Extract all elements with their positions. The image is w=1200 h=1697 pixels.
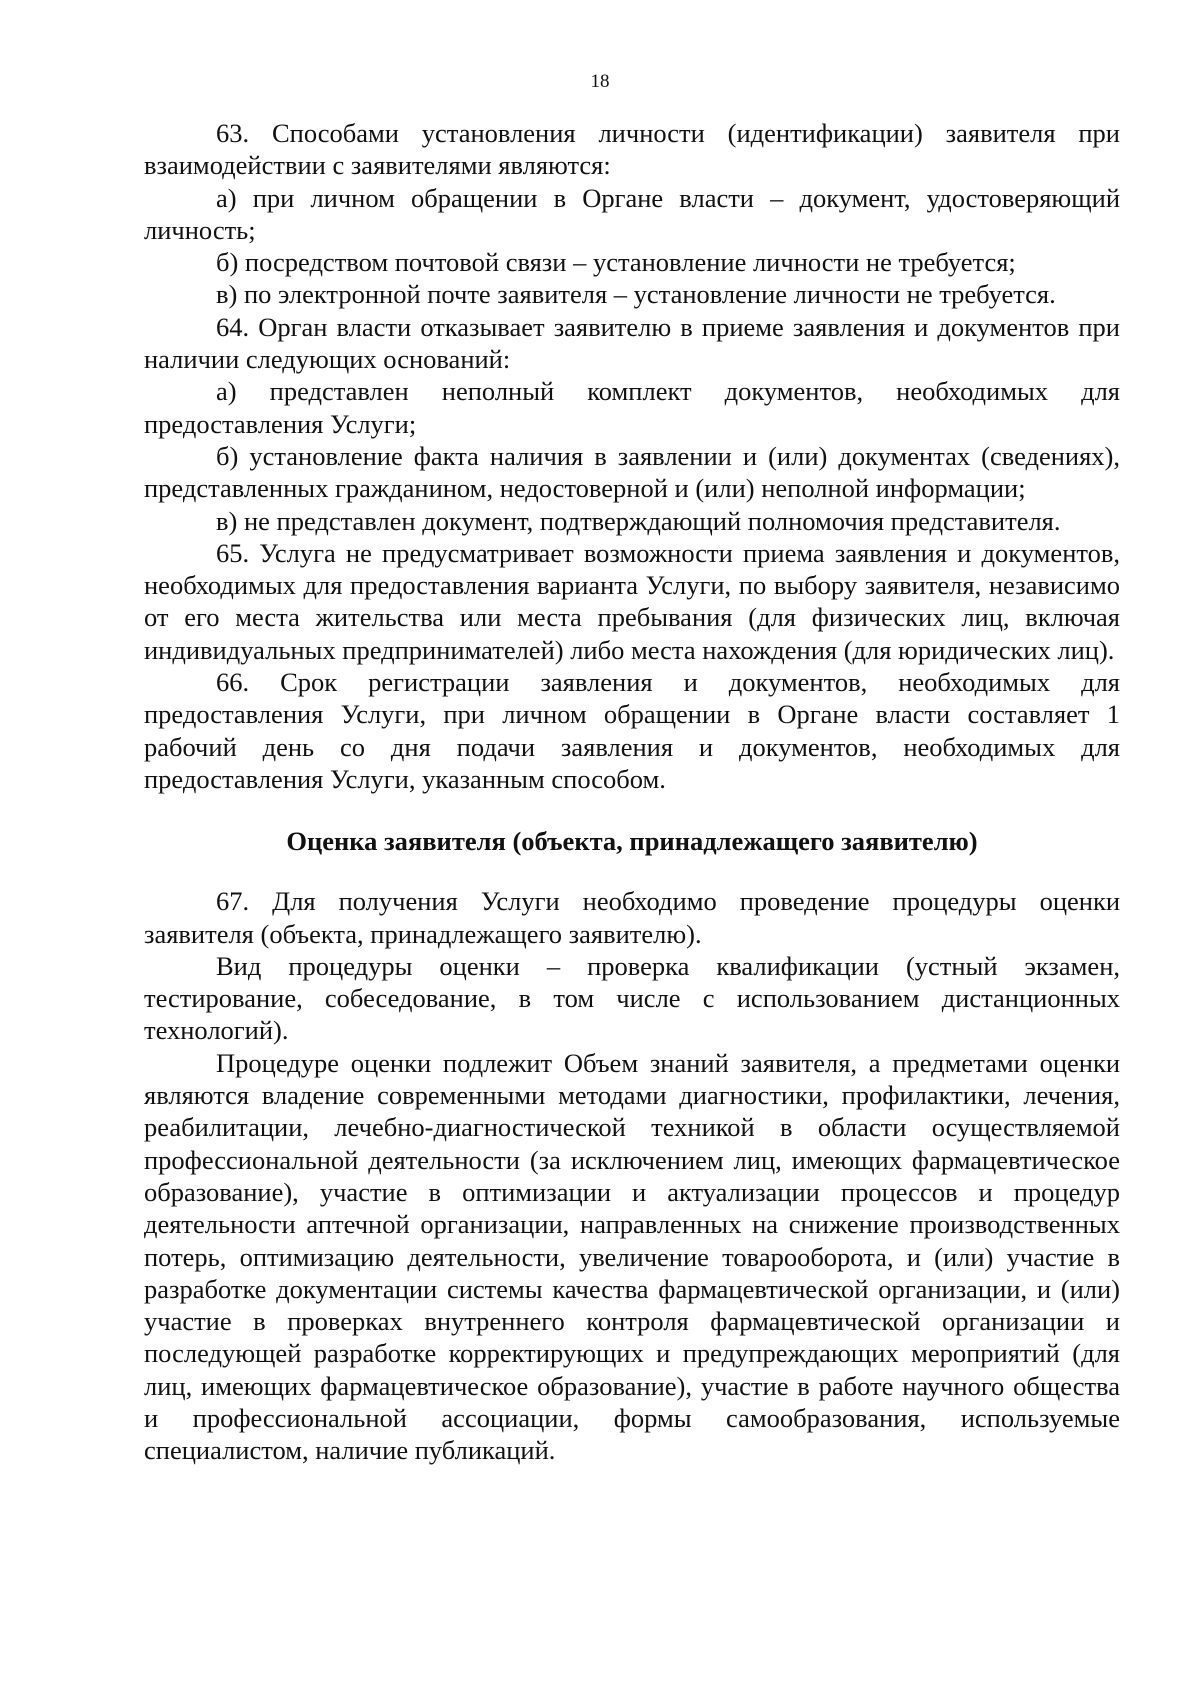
paragraph-63-b: б) посредством почтовой связи – установление личности не требуется;: [216, 247, 1016, 278]
paragraph-63-v: в) по электронной почте заявителя – установление личности не требуется.: [216, 279, 1056, 310]
paragraph-65: 65. Услуга не предусматривает возможности приема заявления и документов, необходимых для предоставления варианта Услуги, по выбору заявителя, независимо от его места жительства или места пребывания (для физических лиц, включая индивидуальных предпринимателей) либо места нахождения (для юридических лиц).: [144, 537, 1120, 665]
page-number: 18: [590, 71, 610, 92]
section-heading: Оценка заявителя (объекта, принадлежащего заявителю): [286, 826, 978, 857]
paragraph-assessment-subjects: Процедуре оценки подлежит Объем знаний заявителя, а предметами оценки являются владение современными методами диагностики, профилактики, лечения, реабилитации, лечебно-диагностической техникой в области осуществляемой профессиональной деятельности (за исключением лиц, имеющих фармацевтическое образование), участие в оптимизации и актуализации процессов и процедур деятельности аптечной организации, направленных на снижение производственных потерь, оптимизацию деятельности, увеличение товарооборота, и (или) участие в разработке документации системы качества фармацевтической организации, и (или) участие в проверках внутреннего контроля фармацевтической организации и последующей разработке корректирующих и предупреждающих мероприятий (для лиц, имеющих фармацевтическое образование), участие в работе научного общества и профессиональной ассоциации, формы самообразования, используемые специалистом, наличие публикаций.: [144, 1047, 1120, 1466]
paragraph-64-b: б) установление факта наличия в заявлении и (или) документах (сведениях), представленных гражданином, недостоверной и (или) неполной информации;: [144, 440, 1120, 504]
paragraph-64-a: а) представлен неполный комплект документов, необходимых для предоставления Услуги;: [144, 376, 1120, 439]
paragraph-63: 63. Способами установления личности (идентификации) заявителя при взаимодействии с заявителями являются:: [144, 118, 1120, 181]
paragraph-64-v: в) не представлен документ, подтверждающий полномочия представителя.: [216, 505, 1061, 536]
paragraph-63-a: а) при личном обращении в Органе власти – документ, удостоверяющий личность;: [144, 182, 1120, 245]
paragraph-67: 67. Для получения Услуги необходимо проведение процедуры оценки заявителя (объекта, принадлежащего заявителю).: [144, 886, 1120, 949]
paragraph-66: 66. Срок регистрации заявления и документов, необходимых для предоставления Услуги, при личном обращении в Органе власти составляет 1 рабочий день со дня подачи заявления и документов, необходимых для предоставления Услуги, указанным способом.: [144, 667, 1120, 794]
paragraph-64: 64. Орган власти отказывает заявителю в приеме заявления и документов при наличии следующих оснований:: [144, 311, 1120, 375]
paragraph-assessment-type: Вид процедуры оценки – проверка квалификации (устный экзамен, тестирование, собеседование, в том числе с использованием дистанционных технологий).: [144, 950, 1120, 1046]
document-body: [144, 117, 1120, 1467]
